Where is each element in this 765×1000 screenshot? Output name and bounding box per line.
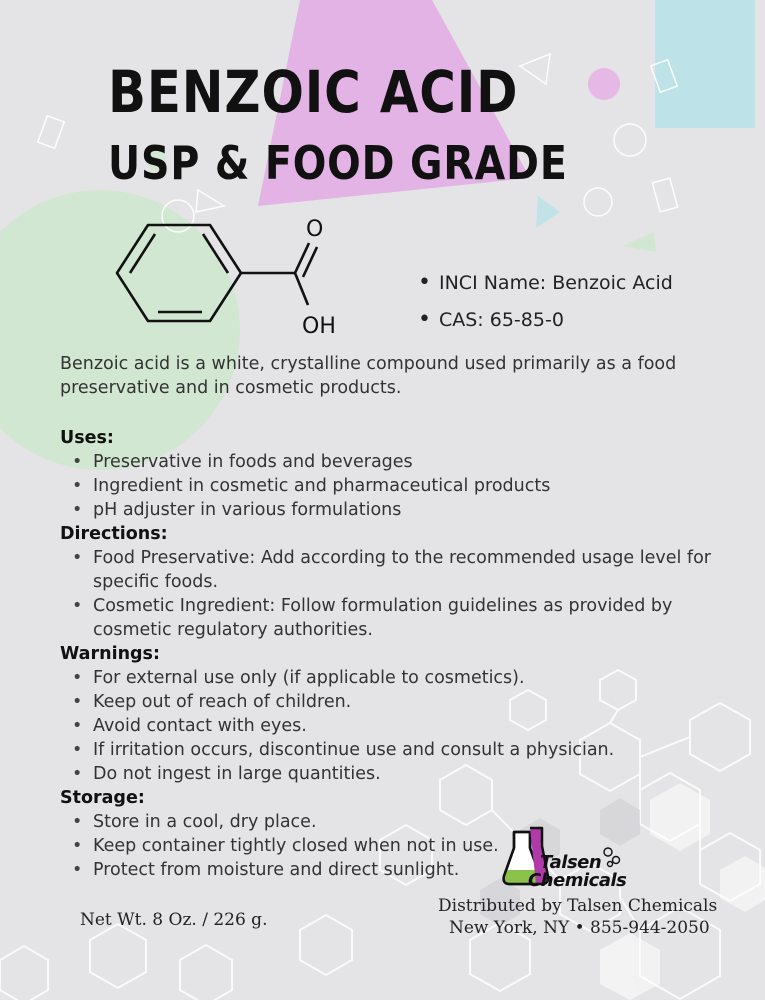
list-item: • For external use only (if applicable to cosmetics). — [60, 666, 750, 690]
identifier-list — [418, 270, 673, 344]
benzoic-acid-structure-icon — [100, 205, 370, 345]
net-weight: Net Wt. 8 Oz. / 226 g. — [80, 910, 268, 930]
uses-list — [60, 450, 750, 522]
list-item: • Store in a cool, dry place. — [60, 810, 750, 834]
product-title: BENZOIC ACID — [108, 58, 519, 126]
list-item: • Preservative in foods and beverages — [60, 450, 750, 474]
logo-text-chemicals: Chemicals — [528, 870, 627, 891]
list-item: • If irritation occurs, discontinue use and consult a physician. — [60, 738, 750, 762]
hydroxyl-label: OH — [302, 314, 336, 339]
cas-number: • CAS: 65-85-0 — [418, 307, 564, 332]
list-item: • Ingredient in cosmetic and pharmaceutical products — [60, 474, 750, 498]
storage-heading: Storage: — [60, 788, 145, 808]
logo-text-talsen: Talsen — [540, 852, 602, 873]
list-item: • Cosmetic Ingredient: Follow formulation guidelines as provided by cosmetic regulatory authorities. — [60, 594, 713, 642]
list-item: • Do not ingest in large quantities. — [60, 762, 750, 786]
label-sections — [60, 426, 750, 882]
uses-heading: Uses: — [60, 428, 114, 448]
oxygen-label: O — [306, 217, 324, 242]
distributor-address: New York, NY • 855-944-2050 — [449, 918, 710, 938]
product-subtitle: USP & FOOD GRADE — [108, 136, 568, 190]
directions-heading: Directions: — [60, 524, 168, 544]
list-item: • Avoid contact with eyes. — [60, 714, 750, 738]
list-item: • Food Preservative: Add according to the recommended usage level for specific foods. — [60, 546, 713, 594]
directions-list — [60, 546, 750, 642]
warnings-heading: Warnings: — [60, 644, 160, 664]
warnings-list — [60, 666, 750, 786]
list-item: • Keep out of reach of children. — [60, 690, 750, 714]
inci-name: • INCI Name: Benzoic Acid — [418, 270, 673, 295]
product-description: Benzoic acid is a white, crystalline compound used primarily as a food preservative and in cosmetic products. — [60, 354, 677, 398]
list-item: • Protect from moisture and direct sunlight. — [60, 858, 750, 882]
distributor-line: Distributed by Talsen Chemicals — [438, 896, 718, 916]
list-item: • pH adjuster in various formulations — [60, 498, 750, 522]
list-item: • Keep container tightly closed when not in use. — [60, 834, 750, 858]
